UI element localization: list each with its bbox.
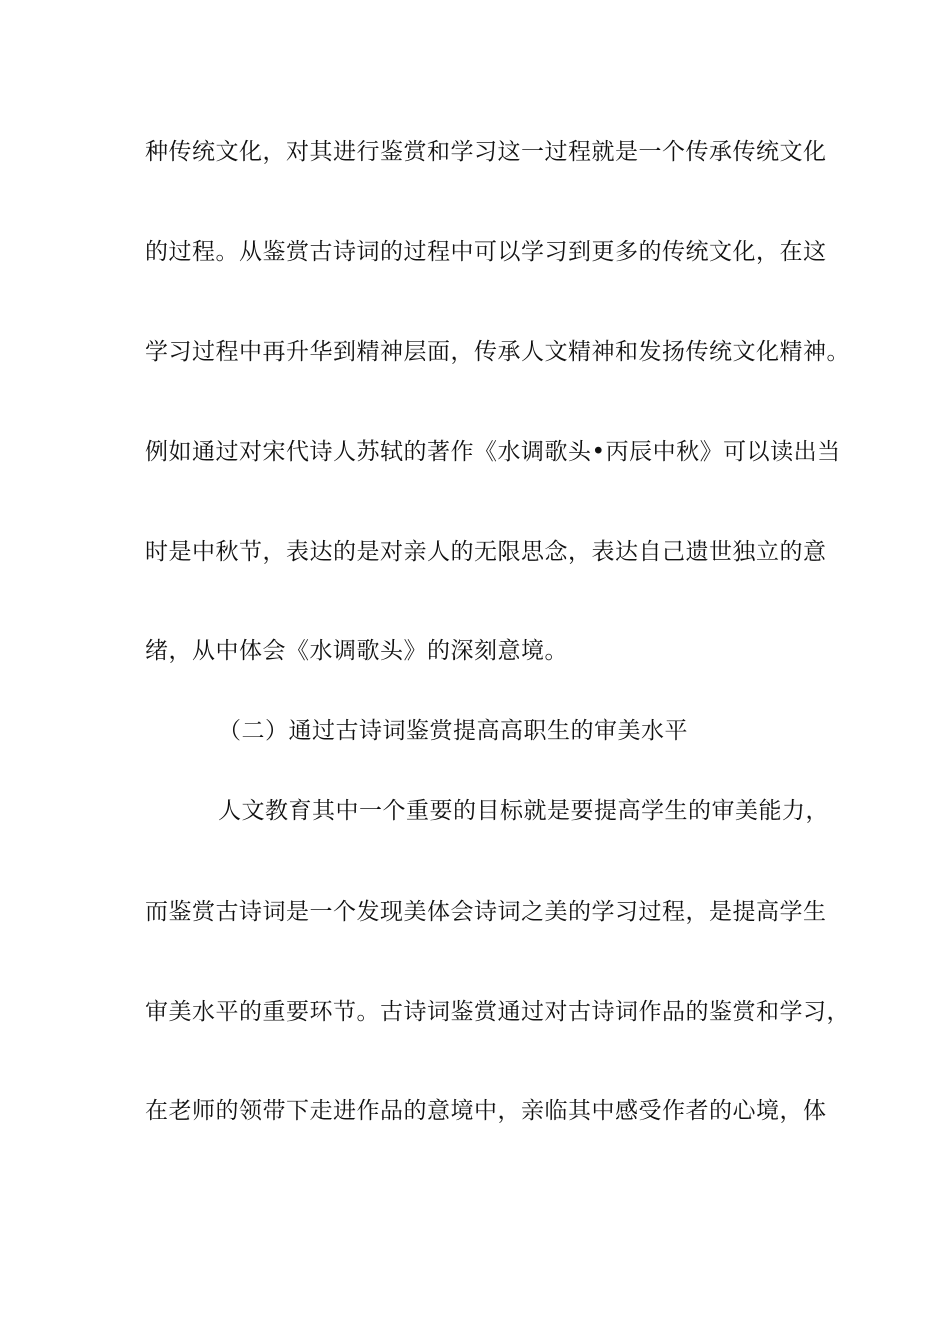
paragraph-line: 在老师的领带下走进作品的意境中，亲临其中感受作者的心境，体	[145, 1098, 827, 1124]
section-heading: （二）通过古诗词鉴赏提高高职生的审美水平	[218, 718, 688, 744]
paragraph-line: 审美水平的重要环节。古诗词鉴赏通过对古诗词作品的鉴赏和学习，	[145, 999, 850, 1025]
paragraph-line: 人文教育其中一个重要的目标就是要提高学生的审美能力，	[218, 798, 829, 824]
paragraph-line: 学习过程中再升华到精神层面，传承人文精神和发扬传统文化精神。	[145, 339, 850, 365]
paragraph-line: 而鉴赏古诗词是一个发现美体会诗词之美的学习过程，是提高学生	[145, 899, 827, 925]
paragraph-line: 种传统文化，对其进行鉴赏和学习这一过程就是一个传承传统文化	[145, 139, 827, 165]
paragraph-line: 时是中秋节，表达的是对亲人的无限思念，表达自己遗世独立的意	[145, 539, 827, 565]
paragraph-line: 例如通过对宋代诗人苏轼的著作《水调歌头•丙辰中秋》可以读出当	[145, 439, 841, 465]
paragraph-line: 绪，从中体会《水调歌头》的深刻意境。	[145, 638, 568, 664]
paragraph-line: 的过程。从鉴赏古诗词的过程中可以学习到更多的传统文化，在这	[145, 239, 827, 265]
